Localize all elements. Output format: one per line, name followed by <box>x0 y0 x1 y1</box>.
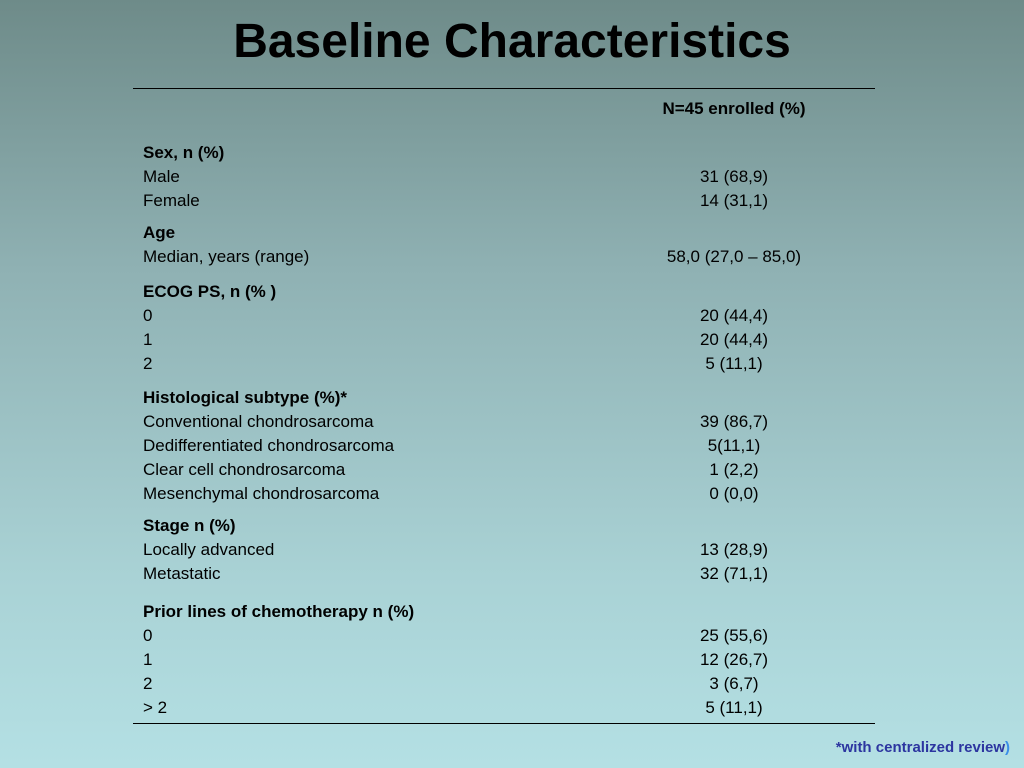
row-label: Median, years (range) <box>143 247 310 266</box>
row-value: 20 (44,4) <box>699 330 769 349</box>
row-value: 0 (0,0) <box>709 484 759 503</box>
row-label: Prior lines of chemotherapy n (%) <box>143 602 415 621</box>
table-row <box>143 165 875 189</box>
row-label: 0 <box>143 306 153 325</box>
row-label: > 2 <box>143 698 168 717</box>
row-label: 0 <box>143 626 153 645</box>
row-label: Female <box>143 191 200 210</box>
row-label: 1 <box>143 330 153 349</box>
row-label: Age <box>143 223 176 242</box>
table-row <box>143 696 875 720</box>
row-label: Stage n (%) <box>143 516 236 535</box>
row-value: 1 (2,2) <box>709 460 759 479</box>
section-row <box>143 600 875 624</box>
page-title: Baseline Characteristics <box>233 15 791 68</box>
row-label: Male <box>143 167 180 186</box>
row-value: 58,0 (27,0 – 85,0) <box>666 247 802 266</box>
row-label: Clear cell chondrosarcoma <box>143 460 346 479</box>
row-label: 1 <box>143 650 153 669</box>
table-row <box>143 245 875 269</box>
row-label: 2 <box>143 354 153 373</box>
baseline-table <box>133 88 875 724</box>
table-row <box>143 672 875 696</box>
table-row <box>143 328 875 352</box>
row-value: 25 (55,6) <box>699 626 769 645</box>
row-value: 5 (11,1) <box>705 698 763 717</box>
row-value: 39 (86,7) <box>699 412 769 431</box>
row-value: 31 (68,9) <box>699 167 769 186</box>
row-label: Mesenchymal chondrosarcoma <box>143 484 380 503</box>
row-label: Conventional chondrosarcoma <box>143 412 374 431</box>
row-label: Histological subtype (%)* <box>143 388 348 407</box>
row-label: Metastatic <box>143 564 221 583</box>
table-row <box>143 410 875 434</box>
row-value: 13 (28,9) <box>699 540 769 559</box>
row-label: ECOG PS, n (% ) <box>143 282 277 301</box>
table-row <box>143 562 875 586</box>
row-value: 5 (11,1) <box>705 354 763 373</box>
footnote-text: *with centralized review <box>835 739 1005 756</box>
table-row <box>143 304 875 328</box>
section-row <box>143 221 875 245</box>
row-label: Sex, n (%) <box>143 143 225 162</box>
column-header: N=45 enrolled (%) <box>662 99 806 118</box>
table-row <box>143 189 875 213</box>
row-value: 12 (26,7) <box>699 650 769 669</box>
row-value: 3 (6,7) <box>709 674 759 693</box>
table-row <box>143 648 875 672</box>
section-row <box>143 141 875 165</box>
row-label: Locally advanced <box>143 540 275 559</box>
footnote-paren: ) <box>1005 739 1010 756</box>
row-label: 2 <box>143 674 153 693</box>
section-row <box>143 386 875 410</box>
table-row <box>143 538 875 562</box>
table-row <box>143 458 875 482</box>
section-row <box>143 514 875 538</box>
footnote <box>836 736 1010 760</box>
table-row <box>143 482 875 506</box>
row-value: 14 (31,1) <box>699 191 769 210</box>
row-value: 5(11,1) <box>707 436 761 455</box>
row-label: Dedifferentiated chondrosarcoma <box>143 436 395 455</box>
table-row <box>143 624 875 648</box>
row-value: 20 (44,4) <box>699 306 769 325</box>
row-value: 32 (71,1) <box>699 564 769 583</box>
section-row <box>143 280 875 304</box>
table-row <box>143 434 875 458</box>
table-row <box>143 352 875 376</box>
